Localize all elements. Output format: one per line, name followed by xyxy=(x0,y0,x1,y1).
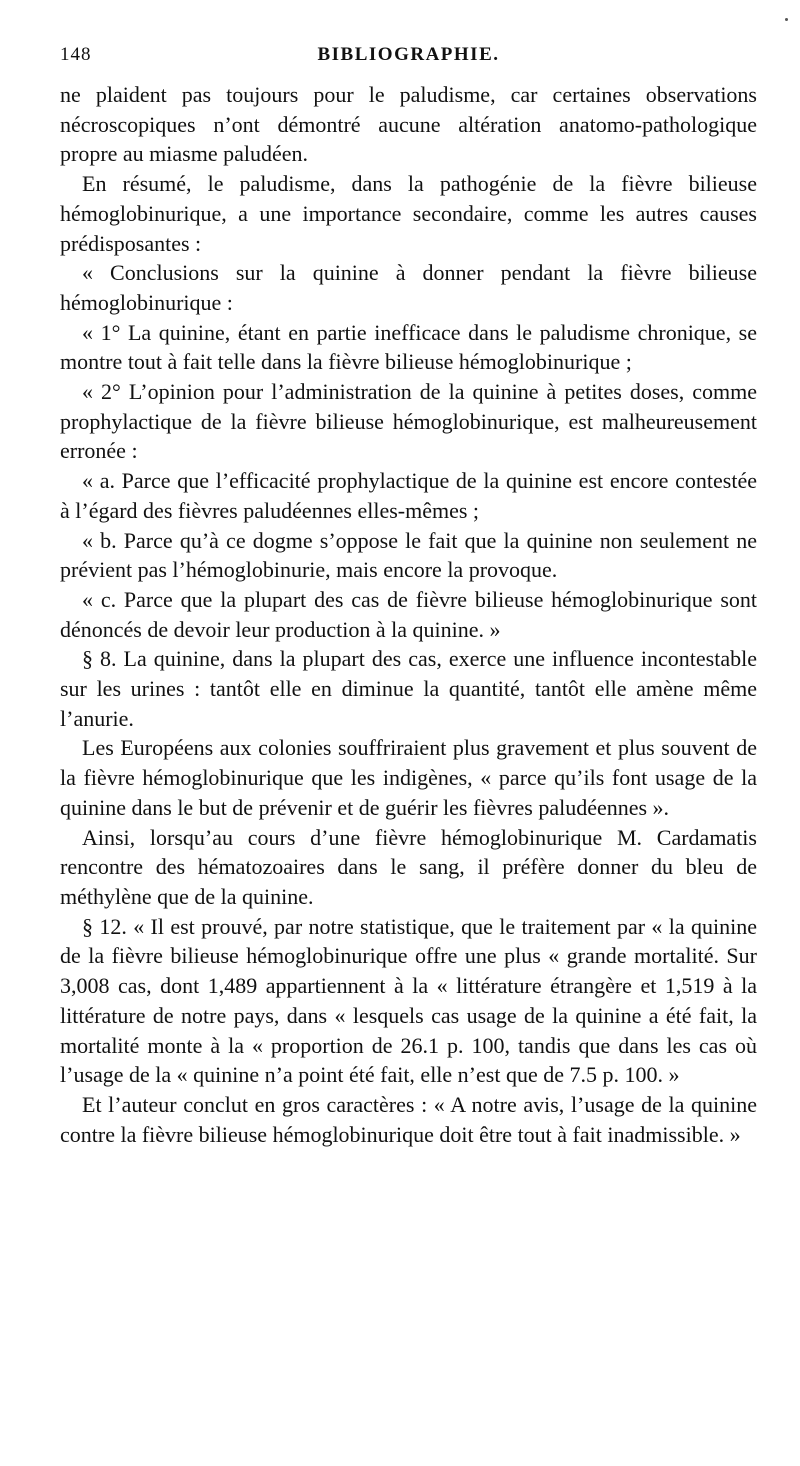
paragraph-europeans: Les Européens aux colonies souffriraient plus gravement et plus souvent de la fièvre hémoglobinurique que les indigènes, « parce qu’ils font usage de la quinine dans le but de prévenir et de guérir les fièvres paludéennes ». xyxy=(60,735,757,820)
paragraph-author-conclusion: Et l’auteur conclut en gros caractères : « A notre avis, l’usage de la quinine contre la fièvre bilieuse hémoglobinurique doit être tout à fait inadmissible. » xyxy=(60,1091,757,1147)
book-page xyxy=(60,44,757,1149)
body-text xyxy=(60,80,757,1149)
paragraph-reason-c: « c. Parce que la plupart des cas de fièvre bilieuse hémoglobinurique sont dénoncés de devoir leur production à la quinine. » xyxy=(60,586,757,642)
paragraph-conclusions-heading: « Conclusions sur la quinine à donner pendant la fièvre bilieuse hémoglobinurique : xyxy=(60,260,757,315)
paragraph-continuation: ne plaident pas toujours pour le paludisme, car certaines observations nécroscopiques n’ont démontré aucune altération anatomo-pathologique propre au miasme paludéen. xyxy=(60,82,757,167)
paragraph-reason-a: « a. Parce que l’efficacité prophylactique de la quinine est encore contestée à l’égard des fièvres paludéennes elles-mêmes ; xyxy=(60,468,757,523)
paragraph-conclusion-1: « 1° La quinine, étant en partie inefficace dans le paludisme chronique, se montre tout à fait telle dans la fièvre bilieuse hémoglobinurique ; xyxy=(60,319,757,375)
page-number: 148 xyxy=(60,44,92,65)
paragraph-section-12: § 12. « Il est prouvé, par notre statistique, que le traitement par « la quinine de la fièvre bilieuse hémoglobinurique offre une plus « grande mortalité. Sur 3,008 cas, dont 1,489 appartiennent à la « littérature étrangère et 1,519 à la littérature de notre pays, dans « lesquels cas usage de la quinine a été fait, la mortalité monte à la « proportion de 26.1 p. 100, tandis que dans les cas où l’usage de la « quinine n’a point été fait, elle n’est que de 7.5 p. 100. » xyxy=(60,913,757,1088)
paragraph-section-8: § 8. La quinine, dans la plupart des cas, exerce une influence incontestable sur les urines : tantôt elle en diminue la quantité, tantôt elle amène même l’anurie. xyxy=(60,646,757,731)
paragraph-summary: En résumé, le paludisme, dans la pathogénie de la fièvre bilieuse hémoglobinurique, a une importance secondaire, comme les autres causes prédisposantes : xyxy=(60,171,757,256)
running-head xyxy=(60,44,757,80)
scan-speck xyxy=(785,18,788,21)
paragraph-cardamatis: Ainsi, lorsqu’au cours d’une fièvre hémoglobinurique M. Cardamatis rencontre des hématozoaires dans le sang, il préfère donner du bleu de méthylène que de la quinine. xyxy=(60,824,757,909)
paragraph-conclusion-2: « 2° L’opinion pour l’administration de la quinine à petites doses, comme prophylactique de la fièvre bilieuse hémoglobinurique, est malheureusement erronée : xyxy=(60,379,757,464)
paragraph-reason-b: « b. Parce qu’à ce dogme s’oppose le fait que la quinine non seulement ne prévient pas l’hémoglobinurie, mais encore la provoque. xyxy=(60,527,757,583)
running-title: BIBLIOGRAPHIE. xyxy=(317,44,500,65)
